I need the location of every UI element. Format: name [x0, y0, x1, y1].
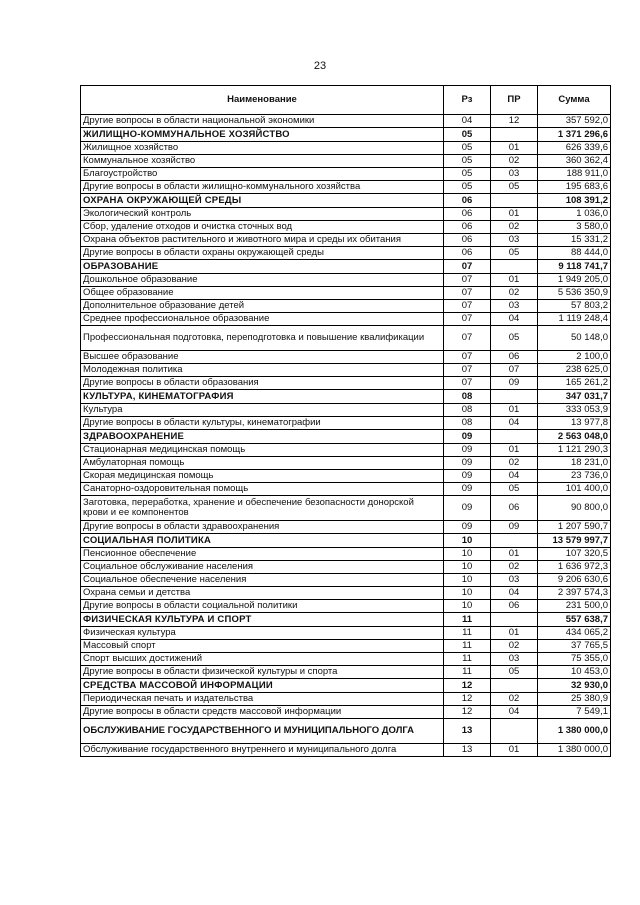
cell-sum: 32 930,0: [538, 679, 611, 693]
cell-sum: 1 036,0: [538, 208, 611, 221]
cell-sum: 2 100,0: [538, 351, 611, 364]
cell-rz: 09: [444, 470, 491, 483]
table-header-row: [81, 86, 611, 115]
table-row: [81, 561, 611, 574]
table-body: [81, 115, 611, 757]
cell-rz: 06: [444, 247, 491, 260]
cell-pr: 05: [491, 247, 538, 260]
cell-pr: 02: [491, 155, 538, 168]
section-row: [81, 613, 611, 627]
cell-rz: 07: [444, 274, 491, 287]
cell-rz: 06: [444, 221, 491, 234]
cell-sum: 626 339,6: [538, 142, 611, 155]
cell-rz: 05: [444, 128, 491, 142]
cell-name: ОБСЛУЖИВАНИЕ ГОСУДАРСТВЕННОГО И МУНИЦИПАЛЬНОГО ДОЛГА: [81, 719, 444, 744]
cell-name: Обслуживание государственного внутреннего и муниципального долга: [81, 744, 444, 757]
cell-name: ОХРАНА ОКРУЖАЮЩЕЙ СРЕДЫ: [81, 194, 444, 208]
table-row: [81, 693, 611, 706]
cell-rz: 11: [444, 666, 491, 679]
table-row: [81, 181, 611, 194]
cell-pr: 02: [491, 457, 538, 470]
cell-sum: 347 031,7: [538, 390, 611, 404]
cell-sum: 238 625,0: [538, 364, 611, 377]
cell-pr: 01: [491, 208, 538, 221]
cell-pr: 01: [491, 627, 538, 640]
cell-rz: 05: [444, 142, 491, 155]
cell-name: Другие вопросы в области социальной политики: [81, 600, 444, 613]
cell-rz: 08: [444, 390, 491, 404]
cell-rz: 06: [444, 194, 491, 208]
cell-sum: 107 320,5: [538, 548, 611, 561]
cell-rz: 09: [444, 521, 491, 534]
cell-rz: 07: [444, 364, 491, 377]
cell-name: Периодическая печать и издательства: [81, 693, 444, 706]
cell-pr: 02: [491, 561, 538, 574]
cell-sum: 13 579 997,7: [538, 534, 611, 548]
cell-sum: 3 580,0: [538, 221, 611, 234]
cell-pr: 01: [491, 548, 538, 561]
cell-pr: [491, 430, 538, 444]
cell-name: Дошкольное образование: [81, 274, 444, 287]
cell-pr: 03: [491, 653, 538, 666]
section-row: [81, 719, 611, 744]
cell-sum: 1 121 290,3: [538, 444, 611, 457]
cell-sum: 23 736,0: [538, 470, 611, 483]
cell-sum: 25 380,9: [538, 693, 611, 706]
cell-name: ЖИЛИЩНО-КОММУНАЛЬНОЕ ХОЗЯЙСТВО: [81, 128, 444, 142]
table-row: [81, 115, 611, 128]
table-row: [81, 155, 611, 168]
cell-rz: 12: [444, 693, 491, 706]
cell-name: Санаторно-оздоровительная помощь: [81, 483, 444, 496]
cell-sum: 165 261,2: [538, 377, 611, 390]
cell-pr: 04: [491, 313, 538, 326]
cell-name: СРЕДСТВА МАССОВОЙ ИНФОРМАЦИИ: [81, 679, 444, 693]
cell-name: Скорая медицинская помощь: [81, 470, 444, 483]
cell-name: Благоустройство: [81, 168, 444, 181]
table-row: [81, 574, 611, 587]
cell-name: Заготовка, переработка, хранение и обеспечение безопасности донорской крови и ее компонентов: [81, 496, 444, 521]
cell-sum: 360 362,4: [538, 155, 611, 168]
cell-name: Амбулаторная помощь: [81, 457, 444, 470]
cell-rz: 08: [444, 417, 491, 430]
table-row: [81, 706, 611, 719]
cell-rz: 06: [444, 208, 491, 221]
table-row: [81, 221, 611, 234]
cell-name: Физическая культура: [81, 627, 444, 640]
cell-name: Другие вопросы в области жилищно-коммунального хозяйства: [81, 181, 444, 194]
table-row: [81, 587, 611, 600]
cell-pr: [491, 260, 538, 274]
cell-pr: 02: [491, 640, 538, 653]
cell-pr: [491, 613, 538, 627]
cell-pr: 03: [491, 234, 538, 247]
budget-table: [80, 85, 611, 757]
header-rz: Рз: [444, 86, 491, 115]
cell-sum: 18 231,0: [538, 457, 611, 470]
cell-name: Спорт высших достижений: [81, 653, 444, 666]
table-row: [81, 666, 611, 679]
cell-name: Коммунальное хозяйство: [81, 155, 444, 168]
cell-name: Другие вопросы в области охраны окружающей среды: [81, 247, 444, 260]
cell-rz: 13: [444, 719, 491, 744]
table-row: [81, 287, 611, 300]
table-row: [81, 444, 611, 457]
cell-pr: 02: [491, 287, 538, 300]
cell-pr: 05: [491, 326, 538, 351]
cell-name: Другие вопросы в области физической культуры и спорта: [81, 666, 444, 679]
cell-sum: 88 444,0: [538, 247, 611, 260]
table-row: [81, 364, 611, 377]
cell-pr: 01: [491, 274, 538, 287]
cell-sum: 434 065,2: [538, 627, 611, 640]
table-row: [81, 548, 611, 561]
cell-name: Сбор, удаление отходов и очистка сточных вод: [81, 221, 444, 234]
cell-sum: 57 803,2: [538, 300, 611, 313]
table-row: [81, 208, 611, 221]
table-row: [81, 457, 611, 470]
cell-name: Молодежная политика: [81, 364, 444, 377]
cell-pr: 02: [491, 221, 538, 234]
cell-name: Экологический контроль: [81, 208, 444, 221]
cell-sum: 195 683,6: [538, 181, 611, 194]
cell-rz: 11: [444, 653, 491, 666]
cell-pr: [491, 128, 538, 142]
cell-pr: 03: [491, 168, 538, 181]
cell-name: Социальное обслуживание населения: [81, 561, 444, 574]
table-row: [81, 640, 611, 653]
table-row: [81, 417, 611, 430]
section-row: [81, 390, 611, 404]
cell-rz: 10: [444, 534, 491, 548]
header-pr: ПР: [491, 86, 538, 115]
cell-rz: 10: [444, 561, 491, 574]
cell-name: Высшее образование: [81, 351, 444, 364]
cell-rz: 10: [444, 548, 491, 561]
cell-pr: [491, 194, 538, 208]
page-number: 23: [313, 60, 327, 72]
table-row: [81, 377, 611, 390]
cell-pr: [491, 679, 538, 693]
section-row: [81, 128, 611, 142]
cell-rz: 13: [444, 744, 491, 757]
cell-sum: 5 536 350,9: [538, 287, 611, 300]
cell-pr: [491, 390, 538, 404]
cell-pr: 01: [491, 444, 538, 457]
cell-sum: 1 207 590,7: [538, 521, 611, 534]
cell-pr: [491, 719, 538, 744]
header-name: Наименование: [81, 86, 444, 115]
cell-sum: 9 206 630,6: [538, 574, 611, 587]
cell-rz: 05: [444, 155, 491, 168]
cell-pr: 06: [491, 351, 538, 364]
cell-pr: 09: [491, 377, 538, 390]
cell-name: Среднее профессиональное образование: [81, 313, 444, 326]
cell-pr: [491, 534, 538, 548]
table-row: [81, 627, 611, 640]
cell-pr: 04: [491, 417, 538, 430]
cell-rz: 11: [444, 640, 491, 653]
cell-sum: 188 911,0: [538, 168, 611, 181]
table-row: [81, 496, 611, 521]
cell-name: Общее образование: [81, 287, 444, 300]
cell-rz: 10: [444, 600, 491, 613]
cell-name: Стационарная медицинская помощь: [81, 444, 444, 457]
cell-sum: 101 400,0: [538, 483, 611, 496]
cell-pr: 12: [491, 115, 538, 128]
table-row: [81, 600, 611, 613]
cell-sum: 75 355,0: [538, 653, 611, 666]
cell-name: Культура: [81, 404, 444, 417]
table-row: [81, 313, 611, 326]
cell-sum: 1 636 972,3: [538, 561, 611, 574]
cell-sum: 333 053,9: [538, 404, 611, 417]
cell-sum: 108 391,2: [538, 194, 611, 208]
cell-sum: 90 800,0: [538, 496, 611, 521]
cell-sum: 7 549,1: [538, 706, 611, 719]
cell-sum: 2 563 048,0: [538, 430, 611, 444]
cell-rz: 09: [444, 430, 491, 444]
table-row: [81, 142, 611, 155]
table-row: [81, 234, 611, 247]
cell-name: ЗДРАВООХРАНЕНИЕ: [81, 430, 444, 444]
cell-rz: 07: [444, 287, 491, 300]
cell-sum: 15 331,2: [538, 234, 611, 247]
cell-rz: 12: [444, 679, 491, 693]
cell-rz: 07: [444, 351, 491, 364]
cell-name: Пенсионное обеспечение: [81, 548, 444, 561]
table-row: [81, 653, 611, 666]
cell-pr: 05: [491, 483, 538, 496]
cell-name: Другие вопросы в области национальной экономики: [81, 115, 444, 128]
table-row: [81, 470, 611, 483]
cell-name: СОЦИАЛЬНАЯ ПОЛИТИКА: [81, 534, 444, 548]
cell-name: Охрана объектов растительного и животного мира и среды их обитания: [81, 234, 444, 247]
table-row: [81, 300, 611, 313]
cell-rz: 11: [444, 613, 491, 627]
cell-rz: 10: [444, 574, 491, 587]
cell-pr: 02: [491, 693, 538, 706]
cell-rz: 07: [444, 326, 491, 351]
cell-rz: 10: [444, 587, 491, 600]
table-row: [81, 326, 611, 351]
table-row: [81, 351, 611, 364]
cell-sum: 357 592,0: [538, 115, 611, 128]
cell-sum: 1 119 248,4: [538, 313, 611, 326]
cell-name: КУЛЬТУРА, КИНЕМАТОГРАФИЯ: [81, 390, 444, 404]
cell-pr: 04: [491, 706, 538, 719]
cell-rz: 06: [444, 234, 491, 247]
table-row: [81, 744, 611, 757]
cell-name: Дополнительное образование детей: [81, 300, 444, 313]
cell-sum: 1 380 000,0: [538, 744, 611, 757]
section-row: [81, 534, 611, 548]
cell-rz: 09: [444, 483, 491, 496]
cell-pr: 05: [491, 666, 538, 679]
cell-sum: 10 453,0: [538, 666, 611, 679]
cell-rz: 09: [444, 496, 491, 521]
cell-sum: 37 765,5: [538, 640, 611, 653]
cell-rz: 12: [444, 706, 491, 719]
cell-pr: 05: [491, 181, 538, 194]
cell-pr: 01: [491, 142, 538, 155]
table-row: [81, 168, 611, 181]
cell-pr: 03: [491, 574, 538, 587]
cell-rz: 07: [444, 260, 491, 274]
cell-rz: 11: [444, 627, 491, 640]
cell-pr: 06: [491, 496, 538, 521]
cell-pr: 09: [491, 521, 538, 534]
section-row: [81, 194, 611, 208]
cell-sum: 2 397 574,3: [538, 587, 611, 600]
cell-pr: 07: [491, 364, 538, 377]
cell-rz: 08: [444, 404, 491, 417]
header-sum: Сумма: [538, 86, 611, 115]
cell-sum: 9 118 741,7: [538, 260, 611, 274]
cell-pr: 06: [491, 600, 538, 613]
cell-rz: 09: [444, 457, 491, 470]
cell-pr: 04: [491, 470, 538, 483]
cell-sum: 1 949 205,0: [538, 274, 611, 287]
cell-pr: 04: [491, 587, 538, 600]
cell-rz: 05: [444, 168, 491, 181]
cell-name: Другие вопросы в области средств массовой информации: [81, 706, 444, 719]
cell-name: Охрана семьи и детства: [81, 587, 444, 600]
cell-rz: 09: [444, 444, 491, 457]
table-row: [81, 521, 611, 534]
cell-name: Массовый спорт: [81, 640, 444, 653]
section-row: [81, 430, 611, 444]
table-row: [81, 404, 611, 417]
cell-sum: 1 380 000,0: [538, 719, 611, 744]
cell-pr: 03: [491, 300, 538, 313]
cell-rz: 05: [444, 181, 491, 194]
table-row: [81, 247, 611, 260]
cell-rz: 07: [444, 313, 491, 326]
cell-pr: 01: [491, 744, 538, 757]
cell-name: Профессиональная подготовка, переподготовка и повышение квалификации: [81, 326, 444, 351]
cell-name: Другие вопросы в области здравоохранения: [81, 521, 444, 534]
cell-sum: 50 148,0: [538, 326, 611, 351]
cell-name: Другие вопросы в области культуры, кинематографии: [81, 417, 444, 430]
cell-sum: 231 500,0: [538, 600, 611, 613]
table-row: [81, 483, 611, 496]
cell-rz: 07: [444, 300, 491, 313]
cell-sum: 13 977,8: [538, 417, 611, 430]
cell-name: Социальное обеспечение населения: [81, 574, 444, 587]
cell-name: Жилищное хозяйство: [81, 142, 444, 155]
cell-sum: 557 638,7: [538, 613, 611, 627]
cell-name: ФИЗИЧЕСКАЯ КУЛЬТУРА И СПОРТ: [81, 613, 444, 627]
cell-sum: 1 371 296,6: [538, 128, 611, 142]
table-row: [81, 274, 611, 287]
cell-name: ОБРАЗОВАНИЕ: [81, 260, 444, 274]
cell-pr: 01: [491, 404, 538, 417]
cell-rz: 07: [444, 377, 491, 390]
section-row: [81, 260, 611, 274]
section-row: [81, 679, 611, 693]
cell-rz: 04: [444, 115, 491, 128]
cell-name: Другие вопросы в области образования: [81, 377, 444, 390]
